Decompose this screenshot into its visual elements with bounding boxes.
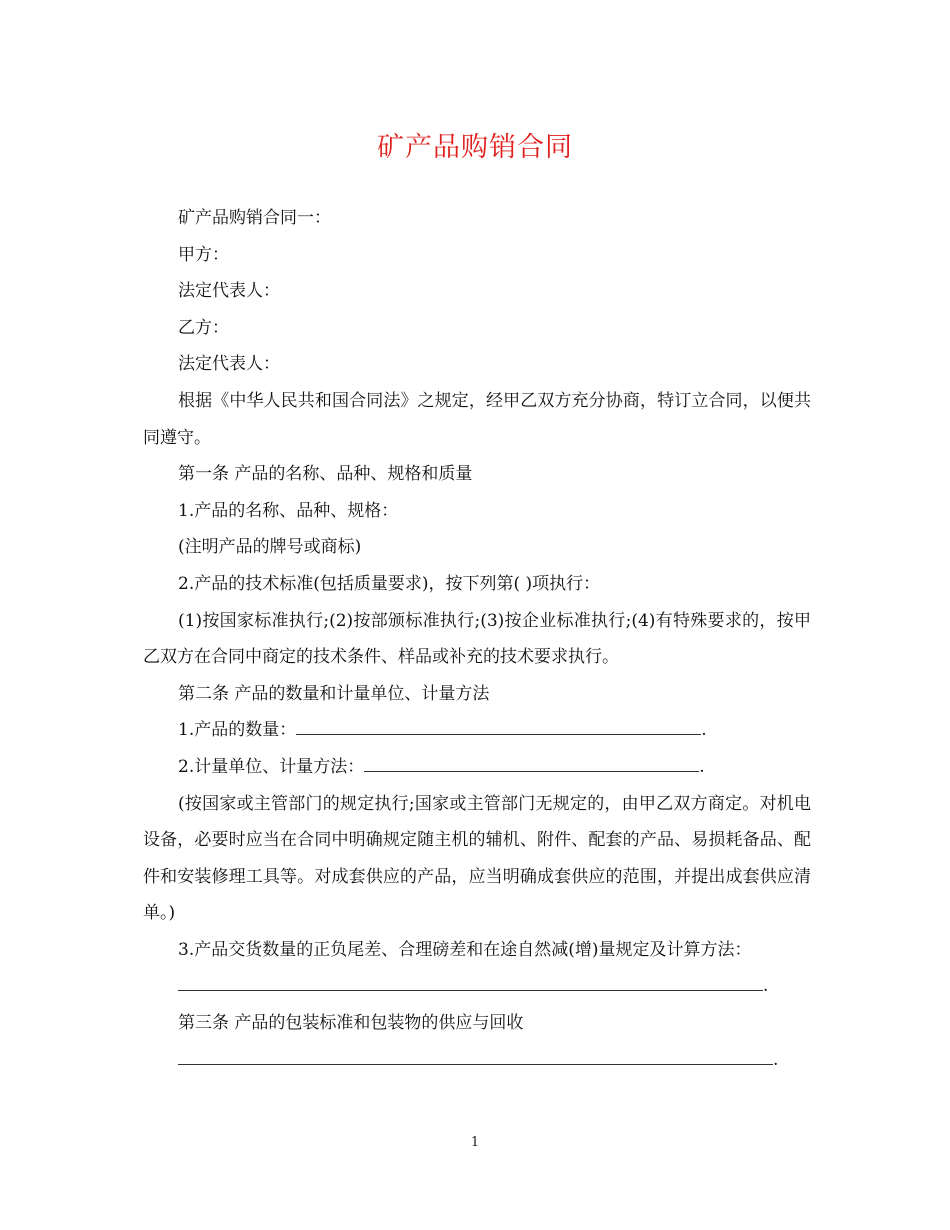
paragraph-tolerance: 3.产品交货数量的正负尾差、合理磅差和在途自然减(增)量规定及计算方法： xyxy=(178,939,752,960)
tolerance-end: . xyxy=(763,976,769,997)
tolerance-blank xyxy=(178,968,763,991)
paragraph-party-a: 甲方： xyxy=(178,244,229,265)
paragraph-legal-rep-b: 法定代表人： xyxy=(178,354,280,375)
measure-blank xyxy=(364,749,699,772)
quantity-row xyxy=(143,712,811,749)
measure-row xyxy=(143,749,811,786)
article-one-heading: 第一条 产品的名称、品种、规格和质量 xyxy=(178,464,473,485)
article-three-blank xyxy=(178,1042,773,1065)
paragraph-product-name: 1.产品的名称、品种、规格： xyxy=(178,500,399,521)
paragraph-brand-note: (注明产品的牌号或商标) xyxy=(178,537,362,558)
quantity-blank xyxy=(296,712,701,735)
paragraph-preamble: 根据《中华人民共和国合同法》之规定，经甲乙双方充分协商，特订立合同，以便共同遵守。 xyxy=(143,390,811,448)
paragraph-technical-standard: 2.产品的技术标准(包括质量要求)，按下列第( )项执行： xyxy=(178,573,601,594)
tolerance-fill-row xyxy=(143,968,811,1005)
measure-end: . xyxy=(699,756,705,777)
article-three-heading: 第三条 产品的包装标准和包装物的供应与回收 xyxy=(178,1013,524,1034)
article-three-end: . xyxy=(773,1049,779,1070)
paragraph-measure-note: (按国家或主管部门的规定执行;国家或主管部门无规定的，由甲乙双方商定。对机电设备，必要时应当在合同中明确规定随主机的辅机、附件、配套的产品、易损耗备品、配件和安装修理工具等。对成套供应的产品，应当明确成套供应的范围，并提出成套供应清单。) xyxy=(143,793,811,924)
paragraph-standard-options: (1)按国家标准执行;(2)按部颁标准执行;(3)按企业标准执行;(4)有特殊要求的，按甲乙双方在合同中商定的技术条件、样品或补充的技术要求执行。 xyxy=(143,610,811,668)
paragraph-contract-one: 矿产品购销合同一： xyxy=(178,208,331,228)
page-number: 1 xyxy=(470,1135,480,1150)
article-two-heading: 第二条 产品的数量和计量单位、计量方法 xyxy=(178,683,490,704)
quantity-end: . xyxy=(701,720,707,741)
document-body xyxy=(143,200,811,1078)
document-title: 矿产品购销合同 xyxy=(377,132,573,163)
paragraph-party-b: 乙方： xyxy=(178,317,229,338)
measure-label: 2.计量单位、计量方法： xyxy=(178,756,365,777)
quantity-label: 1.产品的数量： xyxy=(178,720,297,741)
article-three-fill-row xyxy=(143,1042,811,1079)
paragraph-legal-rep-a: 法定代表人： xyxy=(178,281,280,302)
